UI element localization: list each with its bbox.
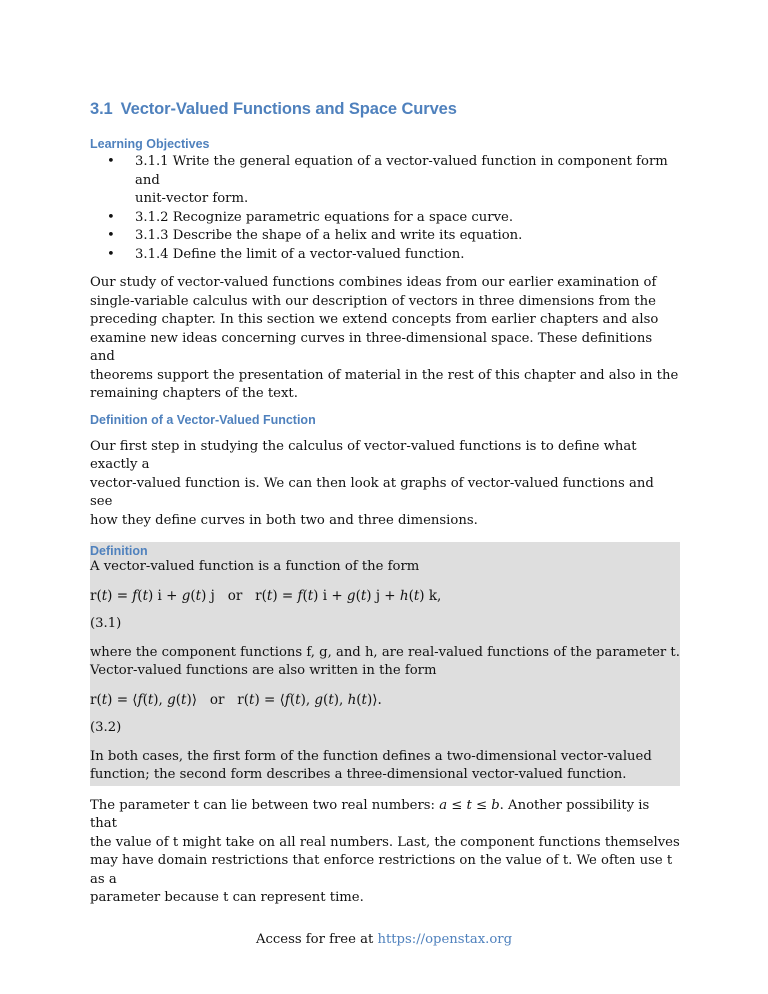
text-line: theorems support the presentation of material in the rest of this chapter and also in the xyxy=(90,367,679,383)
objective-text: 3.1.3 Describe the shape of a helix and write its equation. xyxy=(135,228,523,243)
text-line: where the component functions f, g, and h, are real-valued functions of the parameter t. xyxy=(90,644,680,660)
page-footer xyxy=(0,932,768,947)
definition-closing xyxy=(90,748,680,785)
objective-item xyxy=(90,209,680,228)
objectives-heading: Learning Objectives xyxy=(90,137,210,151)
text-line: Our first step in studying the calculus of vector-valued functions is to define what exactly a xyxy=(90,438,637,472)
definition-where xyxy=(90,644,680,681)
objective-text: 3.1.2 Recognize parametric equations for a space curve. xyxy=(135,209,514,225)
text-line: single-variable calculus with our description of vectors in three dimensions from the xyxy=(90,293,656,309)
equation-number: (3.2) xyxy=(90,720,122,735)
objective-text-cont: unit-vector form. xyxy=(135,191,249,206)
text-line: function; the second form describes a three-dimensional vector-valued function. xyxy=(90,767,627,782)
objective-text: 3.1.4 Define the limit of a vector-valued function. xyxy=(135,246,465,262)
bullet-icon: • xyxy=(107,228,115,243)
text-line: The parameter t can lie between two real numbers: 𝑎 ≤ 𝑡 ≤ 𝑏. Another possibility is that xyxy=(90,797,650,831)
text-line: preceding chapter. In this section we extend concepts from earlier chapters and also xyxy=(90,312,659,327)
text-line: In both cases, the first form of the function defines a two-dimensional vector-valued xyxy=(90,748,652,764)
definition-heading: Definition xyxy=(90,544,148,558)
objective-text: 3.1.1 Write the general equation of a vector-valued function in component form and xyxy=(135,154,668,188)
intro-paragraph xyxy=(90,274,680,404)
bullet-icon: • xyxy=(107,154,115,169)
section-title-text: Vector-Valued Functions and Space Curves xyxy=(120,100,457,118)
text-line: examine new ideas concerning curves in three-dimensional space. These definitions and xyxy=(90,330,653,364)
text-line: how they define curves in both two and three dimensions. xyxy=(90,512,478,528)
bullet-icon: • xyxy=(107,209,115,225)
bullet-icon: • xyxy=(107,246,115,262)
section-title xyxy=(90,100,680,119)
equation-number: (3.1) xyxy=(90,616,122,631)
text-line: may have domain restrictions that enforce restrictions on the value of t. We often use t as a xyxy=(90,853,673,887)
parameter-paragraph xyxy=(90,797,680,908)
subsection-heading: Definition of a Vector-Valued Function xyxy=(90,412,316,427)
objective-item xyxy=(90,227,680,246)
text-line: Our study of vector-valued functions combines ideas from our earlier examination of xyxy=(90,275,657,290)
equation-3-2: r(𝑡) = ⟨𝑓(𝑡), 𝑔(𝑡)⟩ or r(𝑡) = ⟨𝑓(𝑡), 𝑔(𝑡), ℎ(𝑡)⟩. xyxy=(90,691,382,708)
openstax-link[interactable]: https://openstax.org xyxy=(377,932,513,947)
equation-3-1: r(𝑡) = 𝑓(𝑡) i + 𝑔(𝑡) j or r(𝑡) = 𝑓(𝑡) i + 𝑔(𝑡) j + ℎ(𝑡) k, xyxy=(90,587,442,604)
text-line: Vector-valued functions are also written in the form xyxy=(90,663,437,678)
text-line: the value of t might take on all real numbers. Last, the component functions themselves xyxy=(90,834,680,850)
subsection-paragraph xyxy=(90,438,680,531)
objectives-list xyxy=(90,153,680,264)
definition-intro: A vector-valued function is a function of the form xyxy=(90,559,420,574)
text-line: vector-valued function is. We can then look at graphs of vector-valued functions and see xyxy=(90,475,654,509)
text-line: remaining chapters of the text. xyxy=(90,386,298,401)
footer-text: Access for free at xyxy=(255,932,378,947)
objective-item xyxy=(90,153,680,209)
page-content xyxy=(90,100,680,908)
definition-box xyxy=(90,542,680,786)
text-line: parameter because t can represent time. xyxy=(90,890,364,905)
objective-item xyxy=(90,246,680,265)
section-number: 3.1 xyxy=(90,100,113,118)
